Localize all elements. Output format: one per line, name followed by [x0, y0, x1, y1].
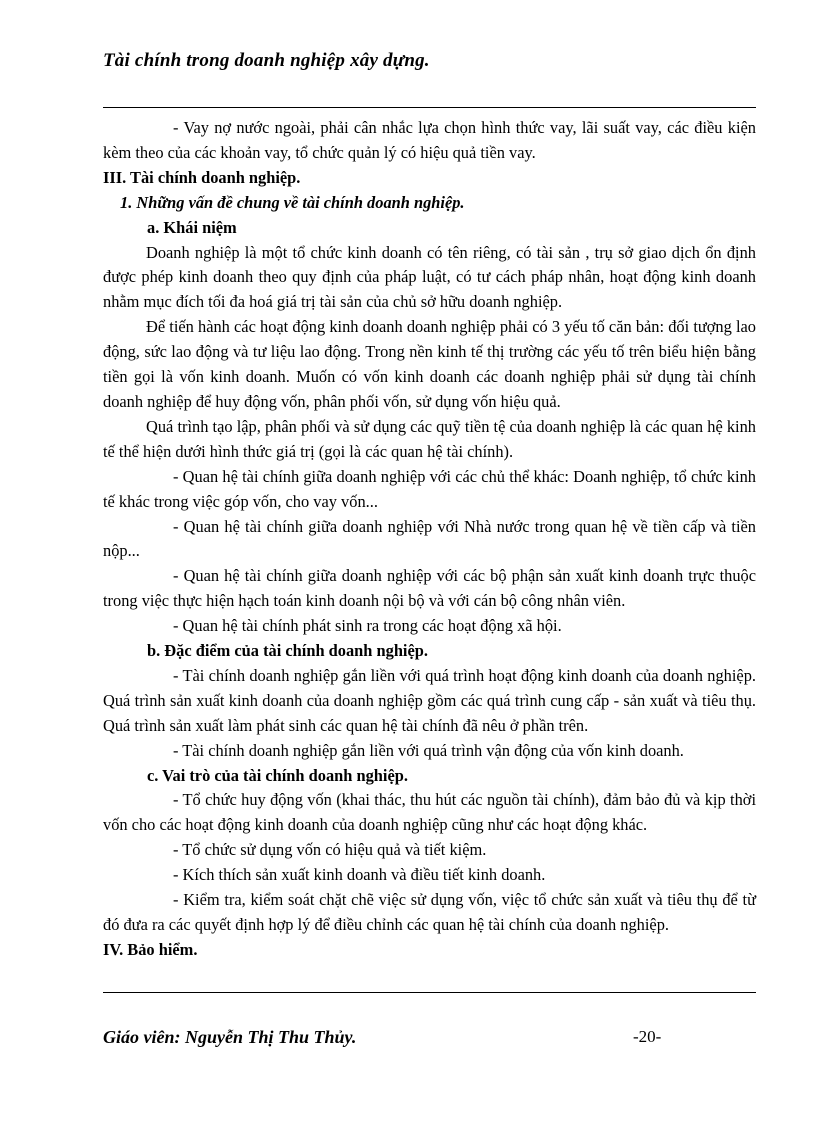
bullet-relation-state: - Quan hệ tài chính giữa doanh nghiệp với Nhà nước trong quan hệ về tiền cấp và tiền nộp... [103, 516, 756, 561]
bullet-relation-units: - Quan hệ tài chính giữa doanh nghiệp với các bộ phận sản xuất kinh doanh trực thuộc trong việc thực hiện hạch toán kinh doanh nội bộ và với cán bộ công nhân viên. [103, 566, 756, 611]
paragraph-foreign-loans: - Vay nợ nước ngoài, phải cân nhắc lựa chọn hình thức vay, lãi suất vay, các điều kiện kèm theo của các khoản vay, tổ chức quản lý có hiệu quả tiền vay. [103, 118, 756, 162]
bullet-role-1: - Tổ chức huy động vốn (khai thác, thu hút các nguồn tài chính), đảm bảo đủ và kịp thời vốn cho các hoạt động kinh doanh của doanh nghiệp cũng như các hoạt động khác. [103, 790, 756, 835]
item-heading-a: a. Khái niệm [147, 217, 237, 237]
bullet-relation-social: - Quan hệ tài chính phát sinh ra trong các hoạt động xã hội. [173, 616, 562, 636]
footer-rule [103, 992, 756, 993]
section-heading-3: III. Tài chính doanh nghiệp. [103, 167, 301, 187]
page-body [103, 116, 756, 963]
teacher-name: Giáo viên: Nguyễn Thị Thu Thủy. [103, 1027, 357, 1047]
page-footer [103, 1027, 756, 1048]
section-heading-4: IV. Bảo hiểm. [103, 939, 198, 959]
bullet-characteristic-1: - Tài chính doanh nghiệp gắn liền với quá trình hoạt động kinh doanh của doanh nghiệp. Quá trình sản xuất kinh doanh của doanh nghiệp gồm các quá trình cung cấp - sản xuất và tiêu thụ. Quá trình sản xuất làm phát sinh các quan hệ tài chính đã nêu ở phần trên. [103, 665, 756, 735]
bullet-role-3: - Kích thích sản xuất kinh doanh và điều tiết kinh doanh. [173, 865, 546, 885]
item-heading-c: c. Vai trò của tài chính doanh nghiệp. [147, 765, 408, 785]
item-heading-b: b. Đặc điểm của tài chính doanh nghiệp. [147, 641, 428, 661]
bullet-role-4: - Kiểm tra, kiểm soát chặt chẽ việc sử dụng vốn, việc tổ chức sản xuất và tiêu thụ để từ đó đưa ra các quyết định hợp lý để điều chỉnh các quan hệ tài chính của doanh nghiệp. [103, 890, 756, 934]
bullet-relation-entities: - Quan hệ tài chính giữa doanh nghiệp với các chủ thể khác: Doanh nghiệp, tổ chức kinh tế khác trong việc góp vốn, cho vay vốn... [103, 466, 756, 511]
paragraph-factors: Để tiến hành các hoạt động kinh doanh doanh nghiệp phải có 3 yếu tố căn bản: đối tượng lao động, sức lao động và tư liệu lao động. Trong nền kinh tế thị trường các yếu tố trên biểu hiện bằng tiền gọi là vốn kinh doanh. Muốn có vốn kinh doanh các doanh nghiệp phải sử dụng tài chính doanh nghiệp để huy động vốn, phân phối vốn, sử dụng vốn hiệu quả. [103, 317, 756, 411]
running-header: Tài chính trong doanh nghiệp xây dựng. [103, 50, 430, 71]
paragraph-financial-relations: Quá trình tạo lập, phân phối và sử dụng các quỹ tiền tệ của doanh nghiệp là các quan hệ kinh tế thể hiện dưới hình thức giá trị (gọi là các quan hệ tài chính). [103, 416, 756, 461]
bullet-role-2: - Tổ chức sử dụng vốn có hiệu quả và tiết kiệm. [173, 840, 487, 860]
paragraph-definition: Doanh nghiệp là một tổ chức kinh doanh có tên riêng, có tài sản , trụ sở giao dịch ổn định được phép kinh doanh theo quy định của pháp luật, có tư cách pháp nhân, hoạt động kinh doanh nhằm mục đích tối đa hoá giá trị tài sản của chủ sở hữu doanh nghiệp. [103, 242, 756, 312]
subsection-heading-1: 1. Những vấn đề chung về tài chính doanh nghiệp. [120, 192, 465, 212]
header-rule [103, 107, 756, 108]
bullet-characteristic-2: - Tài chính doanh nghiệp gắn liền với quá trình vận động của vốn kinh doanh. [173, 740, 684, 760]
page-number: -20- [633, 1027, 662, 1046]
